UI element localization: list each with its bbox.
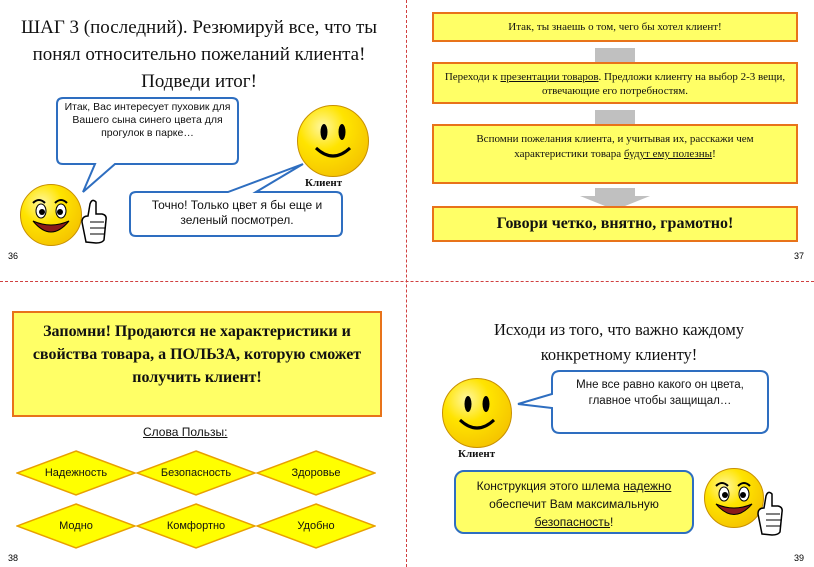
- benefit-word-diamond: [16, 450, 136, 496]
- slide36-bubble-text: Итак, Вас интересует пуховик для Вашего сына синего цвета для прогулок в парке…: [64, 101, 231, 139]
- benefit-word: Надежность: [44, 467, 108, 479]
- benefit-word-diamond: [136, 450, 256, 496]
- slide39-answer-underline-2: безопасность: [534, 515, 611, 529]
- slide37-box2-post: . Предложи клиенту на выбор 2-3 вещи, отвечающие его потребностям.: [541, 71, 786, 97]
- slide37-box4-text: Говори четко, внятно, грамотно!: [496, 215, 734, 232]
- thumbs-up-smiley-icon: [20, 184, 82, 246]
- slide37-box1-text: Итак, ты знаешь о том, чего бы хотел клиент!: [508, 21, 722, 33]
- slide37-box3: [432, 124, 798, 184]
- slide39-title: Исходи из того, что важно каждому конкретному клиенту!: [493, 320, 745, 364]
- thumbs-up-hand-icon: [752, 488, 784, 536]
- slide39-answer-box: [454, 470, 694, 534]
- slide37-box2: [432, 62, 798, 104]
- benefit-word: Удобно: [297, 520, 335, 532]
- benefit-word: Модно: [59, 520, 93, 532]
- client-smiley-icon: [442, 378, 512, 448]
- slide36-client-reply: Точно! Только цвет я бы еще и зеленый посмотрел.: [151, 198, 323, 227]
- slide37-box2-pre: Переходи к: [444, 71, 501, 83]
- benefit-word-diamond: [256, 503, 376, 549]
- slide38-words-title: Слова Пользы:: [143, 425, 228, 439]
- thumbs-up-hand-icon: [76, 196, 108, 244]
- slide39-answer-pre: Конструкция этого шлема: [476, 479, 624, 493]
- slide39-answer-post: !: [610, 515, 614, 529]
- slide39-client-bubble-text: Мне все равно какого он цвета, главное чтобы защищал…: [576, 379, 744, 407]
- horizontal-divider: [0, 281, 814, 282]
- vertical-divider: [406, 0, 407, 567]
- slide38-box-text: Запомни! Продаются не характеристики и свойства товара, а ПОЛЬЗА, которую сможет получить клиент!: [32, 323, 362, 386]
- benefit-word-diamond: [256, 450, 376, 496]
- page-number-38: 38: [8, 553, 19, 563]
- slide37-box1: [432, 12, 798, 42]
- benefit-word-diamond: [16, 503, 136, 549]
- page-number-37: 37: [794, 251, 805, 261]
- benefit-word: Безопасность: [160, 467, 232, 479]
- slide36-client-label: Клиент: [305, 177, 343, 189]
- slide39-answer-mid: обеспечит Вам максимальную: [489, 497, 659, 511]
- slide36-title: ШАГ 3 (последний). Резюмируй все, что ты понял относительно пожеланий клиента! Подведи итог!: [20, 17, 378, 92]
- benefit-word: Комфортно: [166, 520, 226, 532]
- slide37-box3-post: !: [712, 148, 716, 160]
- page-number-36: 36: [8, 251, 19, 261]
- slide38-box: [12, 311, 382, 417]
- benefit-word-diamond: [136, 503, 256, 549]
- slide39-client-label: Клиент: [458, 448, 496, 460]
- slide39-answer-underline-1: надежно: [623, 479, 672, 493]
- slide37-box2-underline: презентации товаров: [500, 71, 599, 83]
- slide37-box3-underline: будут ему полезны: [623, 148, 713, 160]
- slide37-box4: [432, 206, 798, 242]
- page-number-39: 39: [794, 553, 805, 563]
- benefit-word: Здоровье: [291, 467, 341, 479]
- slide37-box3-pre: Вспомни пожелания клиента, и учитывая их, расскажи чем характеристики товара: [476, 133, 754, 160]
